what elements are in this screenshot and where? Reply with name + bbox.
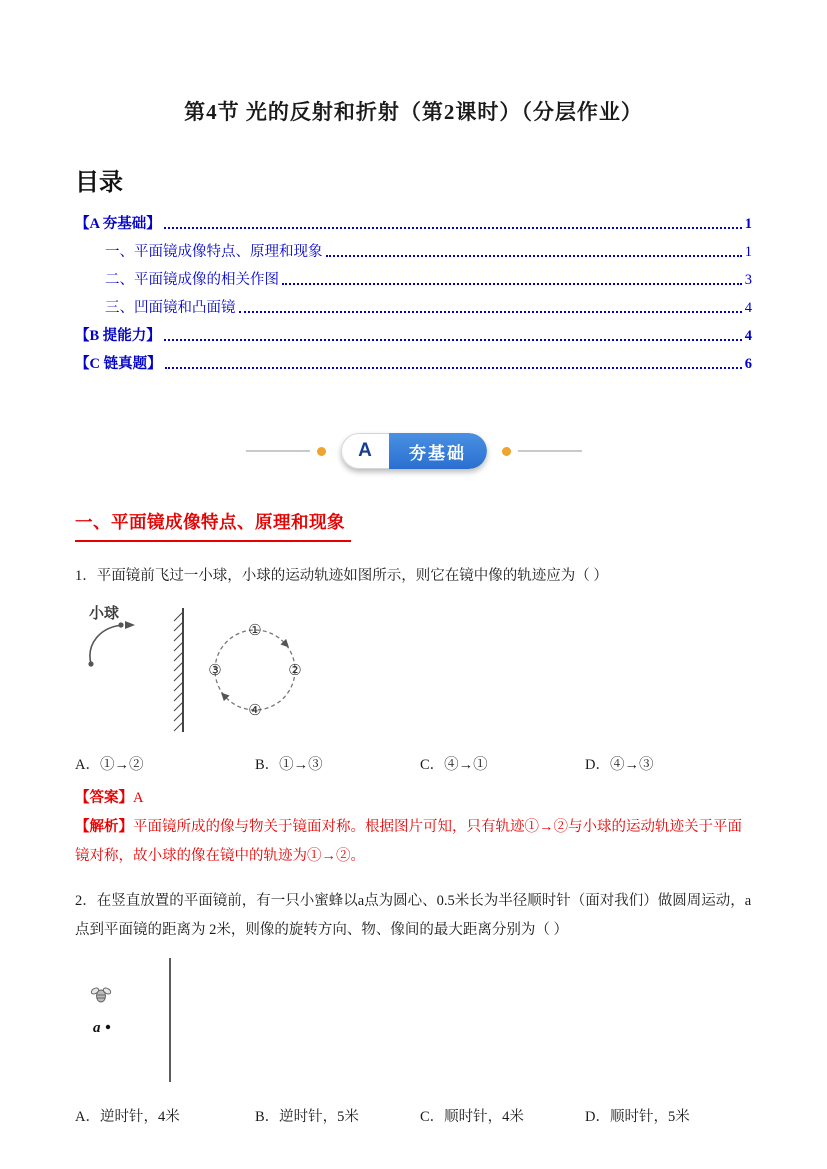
ball-label: 小球: [89, 606, 120, 623]
banner-rule-left: [246, 450, 310, 452]
document-title: 第4节 光的反射和折射（第2课时）（分层作业）: [184, 100, 643, 124]
toc-page-number: 4: [744, 300, 752, 316]
banner-rule-right: [518, 450, 582, 452]
option-d: D．顺时针，5米: [585, 1108, 690, 1125]
toc-page-number: 3: [744, 272, 752, 288]
point-a-marker: [93, 1020, 110, 1036]
toc-entry-c-real-exam[interactable]: [75, 347, 752, 375]
mirror-trajectory-diagram: [75, 600, 375, 740]
option-a: A．①→②: [75, 757, 144, 774]
toc-entry-label: 【C 链真题】: [75, 356, 162, 372]
toc-entry-label: 【A 夯基础】: [75, 216, 161, 232]
position-1: ①: [248, 623, 262, 640]
section-heading: 一、平面镜成像特点、原理和现象: [75, 509, 351, 542]
section-badge-letter: A: [341, 433, 389, 469]
toc-page-number: 6: [744, 356, 752, 372]
option-b: B．逆时针，5米: [255, 1108, 359, 1125]
toc-entry-b-ability[interactable]: [75, 319, 752, 347]
dot-leader: [282, 283, 742, 285]
option-a: A．逆时针，4米: [75, 1108, 180, 1125]
dot-leader: [239, 311, 742, 313]
option-d: D．④→③: [585, 757, 654, 774]
position-4: ④: [248, 703, 262, 720]
dashed-circle: [208, 623, 301, 719]
bee-icon: [90, 987, 111, 1002]
toc-heading: 目录: [75, 170, 123, 196]
analysis-label: 【解析】: [75, 819, 133, 836]
question-1-options: [75, 753, 827, 774]
answer-label: 【答案】: [75, 790, 133, 807]
answer-value: A: [133, 790, 144, 807]
analysis-text: 平面镜所成的像与物关于镜面对称。根据图片可知，只有轨迹①→②与小球的运动轨迹关于平面镜对称，故小球的像在镜中的轨迹为①→②。: [75, 819, 742, 865]
option-c: C．顺时针，4米: [420, 1108, 524, 1125]
banner-dot-left: [317, 447, 326, 456]
question-1-answer: [75, 786, 752, 807]
mirror-line: [174, 608, 183, 732]
position-3: ③: [208, 663, 222, 680]
toc-page-number: 1: [744, 244, 752, 260]
toc-entry-label: 三、凹面镜和凸面镜: [105, 300, 236, 316]
dot-leader: [326, 255, 742, 257]
dot-leader: [164, 339, 742, 341]
toc-page-number: 4: [744, 328, 752, 344]
trajectory-arrow: [88, 621, 135, 667]
point-a-label: a: [93, 1019, 101, 1036]
section-banner: [0, 433, 827, 469]
toc-page-number: 1: [744, 216, 752, 232]
toc-entry-label: 【B 提能力】: [75, 328, 161, 344]
table-of-contents: [75, 207, 752, 375]
section-badge: [341, 433, 487, 469]
banner-dot-right: [502, 447, 511, 456]
question-1-figure: [75, 600, 827, 745]
option-c: C．④→①: [420, 757, 488, 774]
option-b: B．①→③: [255, 757, 323, 774]
toc-entry-label: 二、平面镜成像的相关作图: [105, 272, 279, 288]
dot-leader: [164, 227, 742, 229]
section-badge-name: 夯基础: [389, 433, 487, 469]
bee-mirror-diagram: [75, 954, 275, 1086]
toc-entry-a-foundation[interactable]: [75, 207, 752, 235]
position-2: ②: [288, 663, 302, 680]
question-2-text: 2．在竖直放置的平面镜前，有一只小蜜蜂以a点为圆心、0.5米长为半径顺时针（面对我们）做圆周运动，a点到平面镜的距离为 2米，则像的旋转方向、物、像间的最大距离分别为（ ）: [75, 893, 752, 938]
question-2-options: [75, 1105, 827, 1126]
question-2-figure: [75, 954, 827, 1091]
question-1-text: 1．平面镜前飞过一小球，小球的运动轨迹如图所示，则它在镜中像的轨迹应为（ ）: [75, 568, 608, 584]
dot-leader: [165, 367, 742, 369]
toc-entry-sub1[interactable]: [75, 235, 752, 263]
toc-entry-sub2[interactable]: [75, 263, 752, 291]
toc-entry-sub3[interactable]: [75, 291, 752, 319]
question-1-analysis: [75, 813, 752, 871]
toc-entry-label: 一、平面镜成像特点、原理和现象: [105, 244, 323, 260]
